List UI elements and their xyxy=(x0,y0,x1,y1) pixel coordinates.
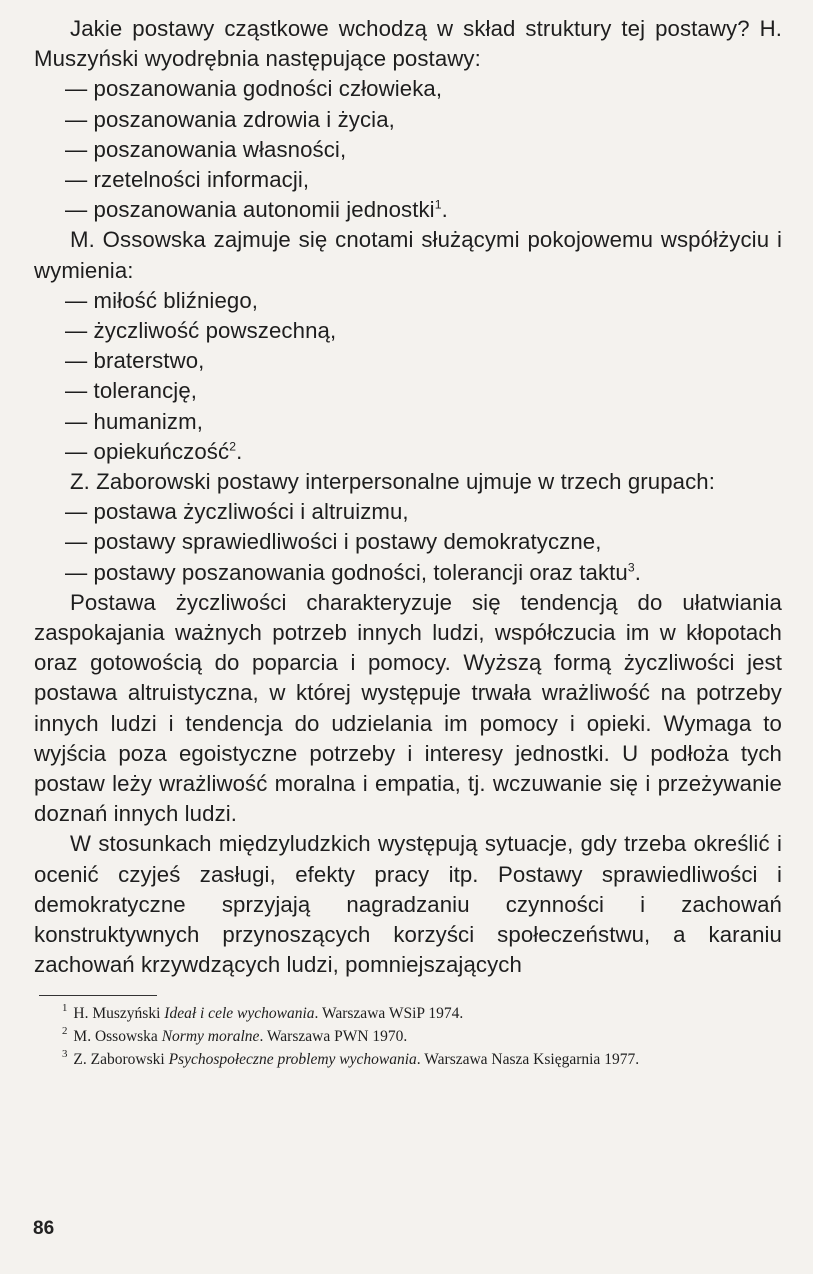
footnote-title: Normy moralne xyxy=(161,1027,260,1045)
list-item: — miłość bliźniego, xyxy=(65,287,259,313)
footnote-ref-1: 1 xyxy=(434,197,442,212)
list-item: — postawy sprawiedliwości i postawy demokratyczne, xyxy=(65,529,602,555)
list-ossowska xyxy=(34,286,782,467)
footnote-2 xyxy=(34,1025,782,1048)
paragraph-5: W stosunkach międzyludzkich występują sytuacje, gdy trzeba określić i ocenić czyjeś zasługi, efekty pracy itp. Postawy sprawiedliwości i demokratyczne sprzyjają nagradzaniu czynności i zachowań konstruktywnych przynoszących korzyści społeczeństwu, a karaniu zachowań krzywdzących ludzi, pomniejszających xyxy=(34,831,782,978)
footnote-author: H. Muszyński xyxy=(73,1004,161,1022)
footnote-number: 1 xyxy=(62,1002,68,1015)
footnote-ref-2: 2 xyxy=(229,439,237,454)
list-item: — postawa życzliwości i altruizmu, xyxy=(65,499,409,525)
page-number: 86 xyxy=(33,1218,55,1239)
footnote-divider xyxy=(39,995,157,996)
list-zaborowski xyxy=(34,497,782,588)
footnote-author: M. Ossowska xyxy=(73,1027,158,1045)
list-item: — poszanowania godności człowieka, xyxy=(65,76,443,102)
list-item-end: . xyxy=(441,197,448,223)
footnote-3 xyxy=(34,1048,782,1071)
footnote-publisher: . Warszawa WSiP 1974. xyxy=(314,1004,464,1022)
footnote-title: Ideał i cele wychowania xyxy=(164,1004,315,1022)
list-item: — poszanowania zdrowia i życia, xyxy=(65,106,395,132)
footnote-ref-3: 3 xyxy=(627,560,635,575)
footnote-publisher: . Warszawa PWN 1970. xyxy=(259,1027,408,1045)
footnote-number: 2 xyxy=(62,1025,68,1038)
list-muszynski xyxy=(34,74,782,225)
footnote-1 xyxy=(34,1002,782,1025)
paragraph-2: M. Ossowska zajmuje się cnotami służącymi pokojowemu współżyciu i wymienia: xyxy=(34,227,782,283)
paragraph-4: Postawa życzliwości charakteryzuje się tendencją do ułatwiania zaspokajania ważnych potrzeb innych ludzi, współczucia im w kłopotach oraz gotowością do poparcia i pomocy. Wyższą formą życzliwości jest postawa altruistyczna, w której występuje trwała wrażliwość na potrzeby innych ludzi i tendencja do udzielania im pomocy i opieki. Wymaga to wyjścia poza egoistyczne potrzeby i interesy jednostki. U podłoża tych postaw leży wrażliwość moralna i empatia, tj. wczuwanie się i przeżywanie doznań innych ludzi. xyxy=(34,589,782,827)
list-item xyxy=(34,437,782,467)
list-item-end: . xyxy=(236,438,243,464)
list-item: — braterstwo, xyxy=(65,348,205,374)
footnote-title: Psychospołeczne problemy wychowania xyxy=(168,1050,417,1068)
footnotes xyxy=(34,1002,782,1071)
footnote-number: 3 xyxy=(62,1048,68,1061)
list-item: — humanizm, xyxy=(65,408,203,434)
paragraph-1: Jakie postawy cząstkowe wchodzą w skład struktury tej postawy? H. Muszyński wyodrębnia następujące postawy: xyxy=(34,16,782,72)
list-item-text: — postawy poszanowania godności, tolerancji oraz taktu xyxy=(65,559,628,585)
list-item: — tolerancję, xyxy=(65,378,198,404)
main-text xyxy=(34,14,782,981)
footnote-publisher: . Warszawa Nasza Księgarnia 1977. xyxy=(416,1050,640,1068)
list-item: — poszanowania własności, xyxy=(65,136,347,162)
list-item: — rzetelności informacji, xyxy=(65,167,310,193)
list-item-text: — poszanowania autonomii jednostki xyxy=(65,197,435,223)
list-item-end: . xyxy=(634,559,642,585)
list-item-text: — opiekuńczość xyxy=(65,438,230,464)
list-item xyxy=(34,558,782,588)
page-content xyxy=(34,14,782,1071)
footnote-author: Z. Zaborowski xyxy=(73,1050,165,1068)
list-item: — życzliwość powszechną, xyxy=(65,318,337,344)
paragraph-3: Z. Zaborowski postawy interpersonalne ujmuje w trzech grupach: xyxy=(70,469,716,495)
list-item xyxy=(34,195,782,225)
